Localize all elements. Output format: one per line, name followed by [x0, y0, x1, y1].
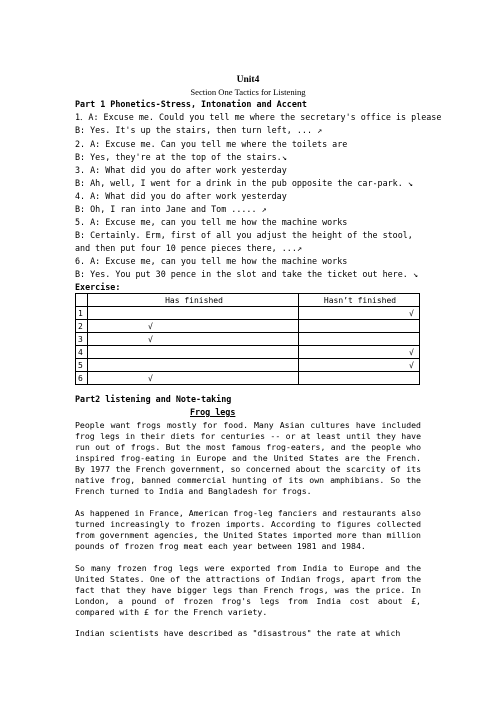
dialogue-line: 6. A: Excuse me, can you tell me how the machine works [75, 256, 348, 266]
finished-cell [88, 359, 299, 372]
not-finished-cell [299, 333, 420, 346]
article-paragraph: People want frogs mostly for food. Many Asian cultures have included frog legs in their diets for centuries -- or at least until they have run out of frogs. But the most famous frog-eaters, and the people who inspired frog-eating in Europe and the United States are the French. By 1977 the French government, so concerned about the scarcity of its native frog, banned commercial hunting of its own amphibians. So the French turned to India and Bangladesh for frogs. [75, 420, 421, 496]
article-paragraph: Indian scientists have described as "disastrous" the rate at which [75, 628, 401, 638]
exercise-heading: Exercise: [75, 282, 121, 292]
finished-cell: √ [88, 372, 299, 385]
article-title: Frog legs [190, 407, 236, 417]
table-row [76, 359, 420, 372]
dialogue-line: 3. A: What did you do after work yesterday [75, 165, 287, 175]
row-number: 3 [76, 333, 88, 346]
finished-cell: √ [88, 320, 299, 333]
finished-cell [88, 346, 299, 359]
section-title: Section One Tactics for Listening [190, 87, 306, 97]
row-number: 2 [76, 320, 88, 333]
not-finished-cell [299, 372, 420, 385]
not-finished-cell: √ [299, 359, 420, 372]
dialogue-line: B: Oh, I ran into Jane and Tom ..... ↗ [75, 204, 267, 214]
table-row [76, 307, 420, 320]
dialogue-line: B: Yes. You put 30 pence in the slot and take the ticket out here. ↘ [75, 269, 418, 279]
table-row [76, 320, 420, 333]
dialogue-line: 1．A: Excuse me. Could you tell me where the secretary's office is please [75, 112, 442, 122]
finished-cell [88, 307, 299, 320]
table-row [76, 372, 420, 385]
exercise-table [75, 293, 420, 385]
row-number: 4 [76, 346, 88, 359]
article-paragraph: As happened in France, American frog-leg fanciers and restaurants also turned increasingly to frozen imports. According to figures collected from government agencies, the United States imported more than million pounds of frozen frog meat each year between 1981 and 1984. [75, 508, 421, 551]
row-number: 1 [76, 307, 88, 320]
dialogue-line: B: Yes. It's up the stairs, then turn left, ... ↗ [75, 125, 323, 135]
not-finished-cell: √ [299, 307, 420, 320]
dialogue-line: 5. A: Excuse me, can you tell me how the machine works [75, 217, 348, 227]
dialogue-line: 2. A: Excuse me. Can you tell me where the toilets are [75, 139, 348, 149]
not-finished-cell: √ [299, 346, 420, 359]
unit-title: Unit4 [236, 75, 260, 85]
table-header-not-finished: Hasn’t finished [299, 294, 420, 307]
dialogue-line: and then put four 10 pence pieces there, ...↗ [75, 243, 302, 253]
dialogue-line: B: Yes, they're at the top of the stairs.↘ [75, 152, 287, 162]
table-header-row [76, 294, 420, 307]
row-number: 5 [76, 359, 88, 372]
not-finished-cell [299, 320, 420, 333]
part2-heading: Part2 listening and Note-taking [75, 394, 232, 404]
part1-heading: Part 1 Phonetics-Stress, Intonation and Accent [75, 99, 307, 109]
dialogue-line: 4. A: What did you do after work yesterday [75, 191, 287, 201]
finished-cell: √ [88, 333, 299, 346]
table-header-finished: Has finished [88, 294, 299, 307]
table-header-blank [76, 294, 88, 307]
article-paragraph: So many frozen frog legs were exported from India to Europe and the United States. One of the attractions of Indian frogs, apart from the fact that they have bigger legs than French frogs, was the price. In London, a pound of frozen frog's legs from India cost about £, compared with £ for the French variety. [75, 563, 421, 617]
row-number: 6 [76, 372, 88, 385]
table-row [76, 333, 420, 346]
table-row [76, 346, 420, 359]
dialogue-line: B: Ah, well, I went for a drink in the pub opposite the car-park. ↘ [75, 178, 413, 188]
dialogue-line: B: Certainly. Erm, first of all you adjust the height of the stool, [75, 230, 413, 240]
